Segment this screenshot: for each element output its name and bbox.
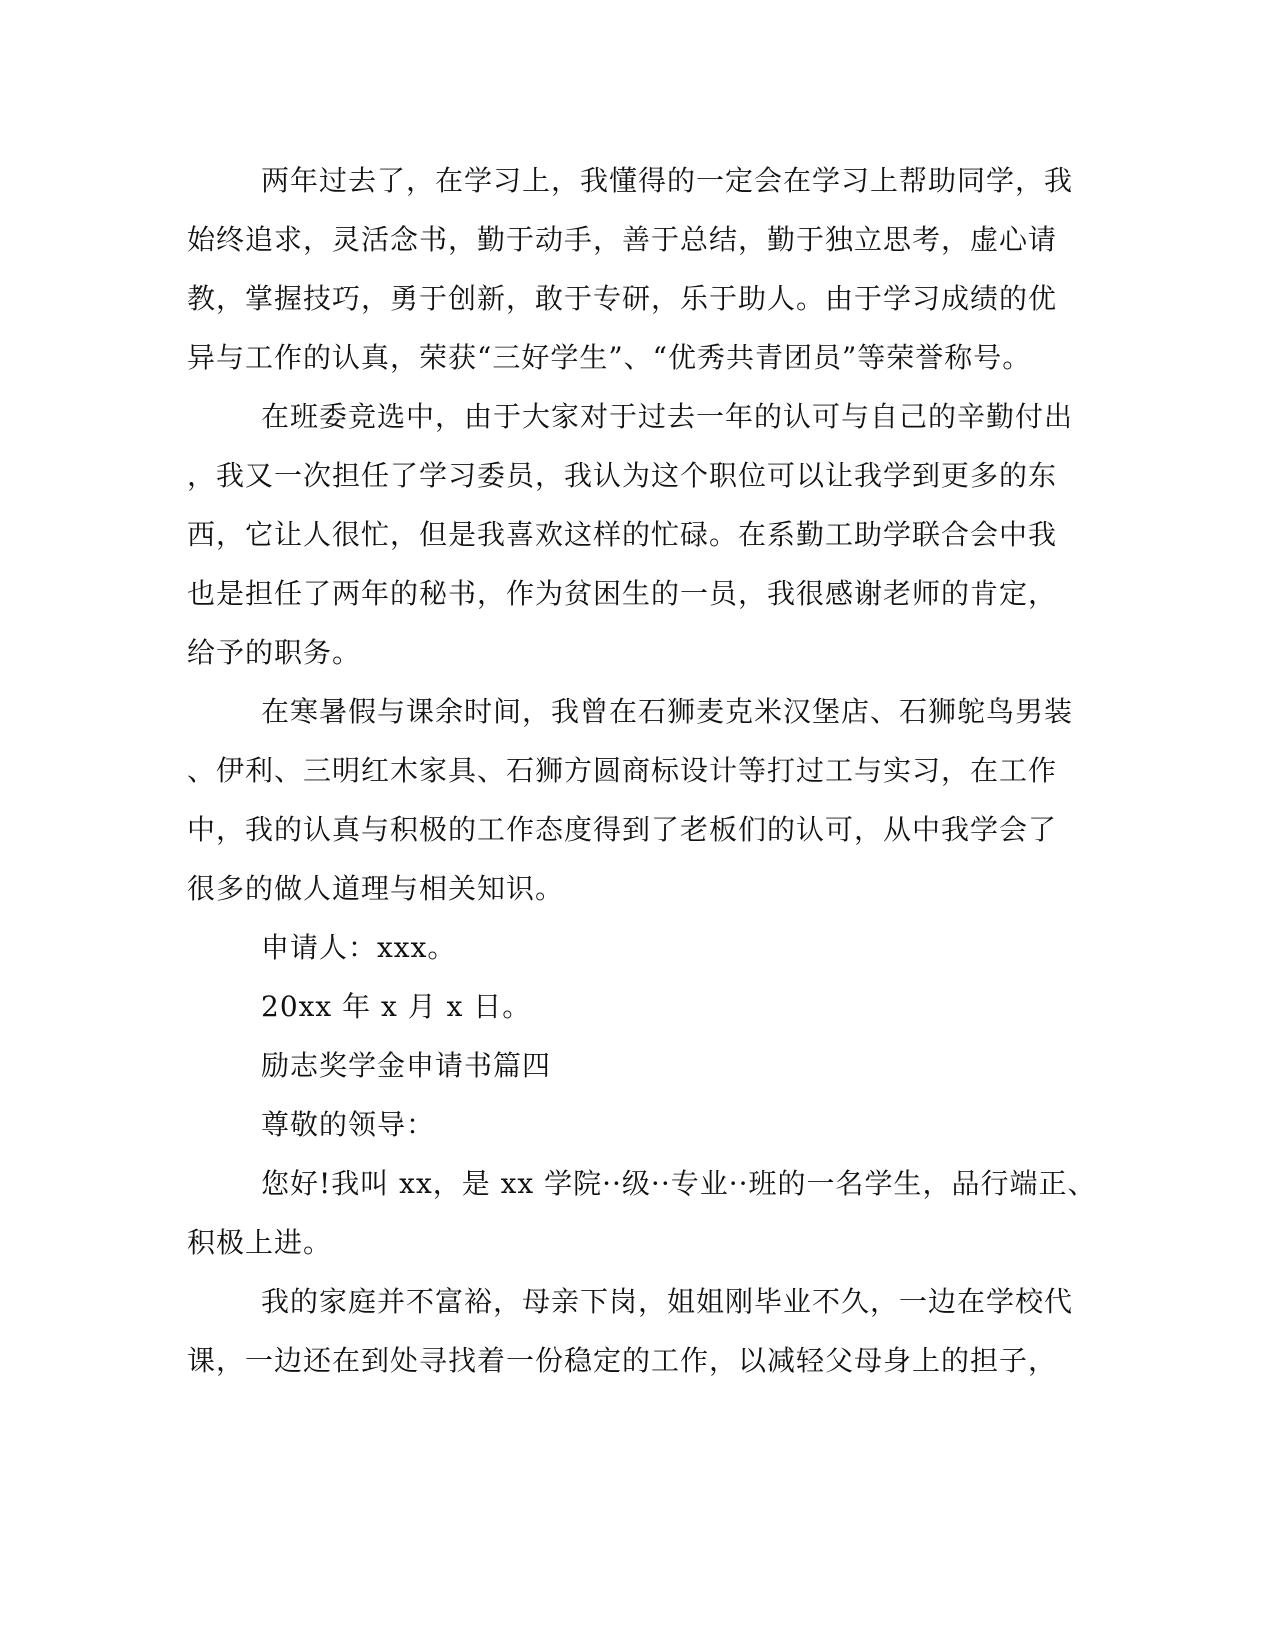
paragraph-5-line-2: 课，一边还在到处寻找着一份稳定的工作，以减轻父母身上的担子，	[187, 1344, 1058, 1377]
paragraph-1-line-4: 异与工作的认真，荣获“三好学生”、“优秀共青团员”等荣誉称号。	[187, 341, 1032, 374]
paragraph-5-line-1: 我的家庭并不富裕，母亲下岗，姐姐刚毕业不久，一边在学校代	[261, 1285, 1074, 1318]
salutation: 尊敬的领导：	[261, 1108, 436, 1141]
paragraph-2-line-2: ，我又一次担任了学习委员，我认为这个职位可以让我学到更多的东	[187, 459, 1058, 492]
paragraph-1-line-3: 教，掌握技巧，勇于创新，敢于专研，乐于助人。由于学习成绩的优	[187, 282, 1058, 315]
paragraph-1-line-2: 始终追求，灵活念书，勤于动手，善于总结，勤于独立思考，虚心请	[187, 223, 1058, 256]
paragraph-2-line-1: 在班委竞选中，由于大家对于过去一年的认可与自己的辛勤付出	[261, 400, 1074, 433]
section-heading: 励志奖学金申请书篇四	[261, 1049, 552, 1082]
paragraph-4-line-1: 您好!我叫 xx，是 xx 学院··级··专业··班的一名学生，品行端正、	[261, 1167, 1097, 1200]
paragraph-2-line-4: 也是担任了两年的秘书，作为贫困生的一员，我很感谢老师的肯定，	[187, 577, 1058, 610]
paragraph-3-line-3: 中，我的认真与积极的工作态度得到了老板们的认可，从中我学会了	[187, 813, 1058, 846]
paragraph-4-line-2: 积极上进。	[187, 1226, 333, 1259]
paragraph-1-line-1: 两年过去了，在学习上，我懂得的一定会在学习上帮助同学，我	[261, 164, 1074, 197]
paragraph-3-line-2: 、伊利、三明红木家具、石狮方圆商标设计等打过工与实习，在工作	[187, 754, 1058, 787]
paragraph-3-line-4: 很多的做人道理与相关知识。	[187, 872, 565, 905]
paragraph-2-line-3: 西，它让人很忙，但是我喜欢这样的忙碌。在系勤工助学联合会中我	[187, 518, 1058, 551]
paragraph-2-line-5: 给予的职务。	[187, 636, 362, 669]
applicant-line: 申请人：xxx。	[261, 931, 457, 964]
paragraph-3-line-1: 在寒暑假与课余时间，我曾在石狮麦克米汉堡店、石狮鸵鸟男装	[261, 695, 1074, 728]
date-line: 20xx 年 x 月 x 日。	[261, 990, 532, 1023]
